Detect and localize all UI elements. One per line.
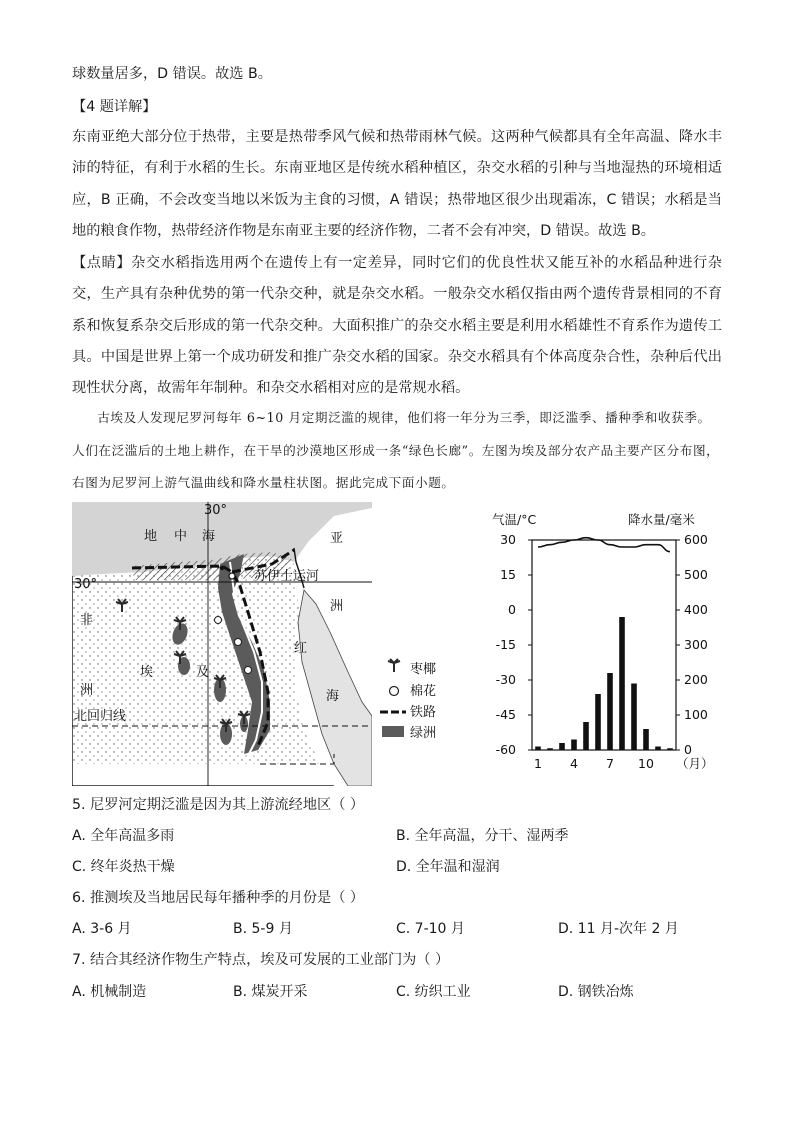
map-legend bbox=[376, 658, 456, 742]
precip-bar bbox=[643, 729, 649, 750]
q6-option-b[interactable]: B. 5-9 月 bbox=[233, 921, 293, 937]
legend-oasis-label: 绿洲 bbox=[410, 726, 437, 741]
precip-bar bbox=[667, 748, 673, 750]
precip-bar bbox=[595, 694, 601, 750]
q5-option-b[interactable]: B. 全年高温，分干、湿两季 bbox=[396, 828, 569, 844]
month-tick-label: 10 bbox=[638, 756, 654, 771]
precip-bar bbox=[559, 743, 565, 750]
label-30e: 30° bbox=[204, 503, 228, 518]
x-unit: （月） bbox=[676, 756, 714, 771]
month-tick-label: 1 bbox=[534, 756, 542, 771]
q5-option-d[interactable]: D. 全年温和湿润 bbox=[396, 859, 500, 875]
temp-tick-label: 0 bbox=[508, 602, 516, 617]
precip-bar bbox=[571, 740, 577, 751]
precip-bars bbox=[535, 617, 673, 750]
city-cairo bbox=[229, 573, 235, 579]
temp-tick-label: -60 bbox=[495, 742, 516, 757]
label-tropic: 北回归线 bbox=[74, 709, 127, 724]
answer-tail-line: 球数量居多，D 错误。故选 B。 bbox=[72, 66, 272, 82]
precip-axis-title: 降水量/毫米 bbox=[628, 512, 695, 527]
precip-bar bbox=[631, 684, 637, 751]
climate-chart bbox=[486, 506, 720, 776]
label-egypt-1: 埃 bbox=[140, 665, 154, 680]
precip-tick-label: 300 bbox=[684, 637, 708, 652]
precip-ticks bbox=[676, 532, 708, 757]
precip-tick-label: 500 bbox=[684, 567, 708, 582]
material-intro: 古埃及人发现尼罗河每年 6~10 月定期泛滥的规律，他们将一年分为三季，即泛滥季、播种季和收获季。人们在泛滥后的土地上耕作，在干旱的沙漠地区形成一条“绿色长廊”。左图为埃及部分农产品主要产区分布图，右图为尼罗河上游气温曲线和降水量柱状图。据此完成下面小题。 bbox=[72, 410, 720, 490]
temp-axis-title: 气温/°C bbox=[492, 512, 537, 527]
q6-option-a[interactable]: A. 3-6 月 bbox=[72, 921, 132, 937]
q7-option-a[interactable]: A. 机械制造 bbox=[72, 984, 147, 1000]
temp-tick-label: 15 bbox=[500, 567, 516, 582]
precip-tick-label: 100 bbox=[684, 707, 708, 722]
precip-tick-label: 400 bbox=[684, 602, 708, 617]
temp-tick-label: 30 bbox=[500, 532, 516, 547]
precip-tick-label: 600 bbox=[684, 532, 708, 547]
precip-bar bbox=[583, 722, 589, 750]
temp-tick-label: -30 bbox=[495, 672, 516, 687]
q5-option-a[interactable]: A. 全年高温多雨 bbox=[72, 828, 175, 844]
q4-detail-heading: 【4 题详解】 bbox=[72, 99, 157, 115]
label-asia-2: 洲 bbox=[330, 599, 344, 614]
label-mediterranean-1: 地 bbox=[144, 529, 158, 544]
label-africa-1: 非 bbox=[80, 613, 94, 628]
legend-oasis-icon bbox=[382, 726, 404, 737]
precip-bar bbox=[547, 748, 553, 750]
label-30n: 30° bbox=[74, 577, 98, 592]
precip-bar bbox=[619, 617, 625, 750]
q7-option-d[interactable]: D. 钢铁冶炼 bbox=[558, 984, 634, 1000]
q6-option-d[interactable]: D. 11 月-次年 2 月 bbox=[558, 921, 679, 937]
legend-railway-label: 铁路 bbox=[410, 705, 437, 720]
precip-bar bbox=[535, 747, 541, 751]
city-alexandria bbox=[220, 566, 224, 570]
plot-frame bbox=[532, 540, 676, 750]
q6-option-c[interactable]: C. 7-10 月 bbox=[396, 921, 465, 937]
question-6-stem: 6. 推测埃及当地居民每年播种季的月份是（ ） bbox=[72, 890, 365, 906]
label-red-sea-2: 海 bbox=[326, 689, 340, 704]
label-mediterranean-2: 中 bbox=[174, 529, 188, 544]
egypt-map-figure bbox=[72, 502, 372, 786]
label-africa-2: 洲 bbox=[80, 683, 94, 698]
label-egypt-2: 及 bbox=[196, 665, 210, 680]
key-point-paragraph: 【点睛】杂交水稻指选用两个在遗传上有一定差异，同时它们的优良性状又能互补的水稻品种进行杂交，生产具有杂种优势的第一代杂交种，就是杂交水稻。一般杂交水稻仅指由两个遗传背景相同的不育系和恢复系杂交后形成的第一代杂交种。大面积推广的杂交水稻主要是利用水稻雄性不育系作为遗传工具。中国是世界上第一个成功研发和推广杂交水稻的国家。杂交水稻具有个体高度杂合性，杂种后代出现性状分离，故需年年制种。和杂交水稻相对应的是常规水稻。 bbox=[72, 255, 722, 397]
month-tick-label: 7 bbox=[606, 756, 614, 771]
precip-tick-label: 200 bbox=[684, 672, 708, 687]
label-mediterranean-3: 海 bbox=[202, 529, 216, 544]
temp-tick-label: -15 bbox=[495, 637, 516, 652]
month-tick-label: 4 bbox=[570, 756, 578, 771]
legend-cotton-icon bbox=[390, 687, 399, 696]
month-ticks bbox=[534, 756, 654, 771]
label-suez-canal: 苏伊士运河 bbox=[254, 569, 320, 584]
question-5-stem: 5. 尼罗河定期泛滥是因为其上游流经地区（ ） bbox=[72, 797, 365, 813]
legend-date-palm-icon bbox=[388, 659, 400, 672]
q5-option-c[interactable]: C. 终年炎热干燥 bbox=[72, 859, 175, 875]
q7-option-c[interactable]: C. 纺织工业 bbox=[396, 984, 471, 1000]
temp-tick-label: -45 bbox=[495, 707, 516, 722]
temp-ticks bbox=[496, 532, 532, 757]
q4-explanation: 东南亚绝大部分位于热带，主要是热带季风气候和热带雨林气候。这两种气候都具有全年高温、降水丰沛的特征，有利于水稻的生长。东南亚地区是传统水稻种植区，杂交水稻的引种与当地湿热的环境相适应，B 正确，不会改变当地以米饭为主食的习惯，A 错误；热带地区很少出现霜冻，C 错误；水稻是当地的粮食作物，热带经济作物是东南亚主要的经济作物，二者不会有冲突，D 错误。故选 B。 bbox=[72, 129, 722, 239]
precip-bar bbox=[607, 673, 613, 750]
precip-tick-label: 0 bbox=[684, 742, 692, 757]
label-asia-1: 亚 bbox=[330, 531, 344, 546]
q7-option-b[interactable]: B. 煤炭开采 bbox=[233, 984, 308, 1000]
legend-cotton-label: 棉花 bbox=[410, 684, 437, 699]
question-7-stem: 7. 结合其经济作物生产特点，埃及可发展的工业部门为（ ） bbox=[72, 952, 450, 968]
precip-bar bbox=[655, 747, 661, 751]
legend-date-palm-label: 枣椰 bbox=[410, 662, 437, 677]
label-red-sea-1: 红 bbox=[294, 641, 308, 656]
